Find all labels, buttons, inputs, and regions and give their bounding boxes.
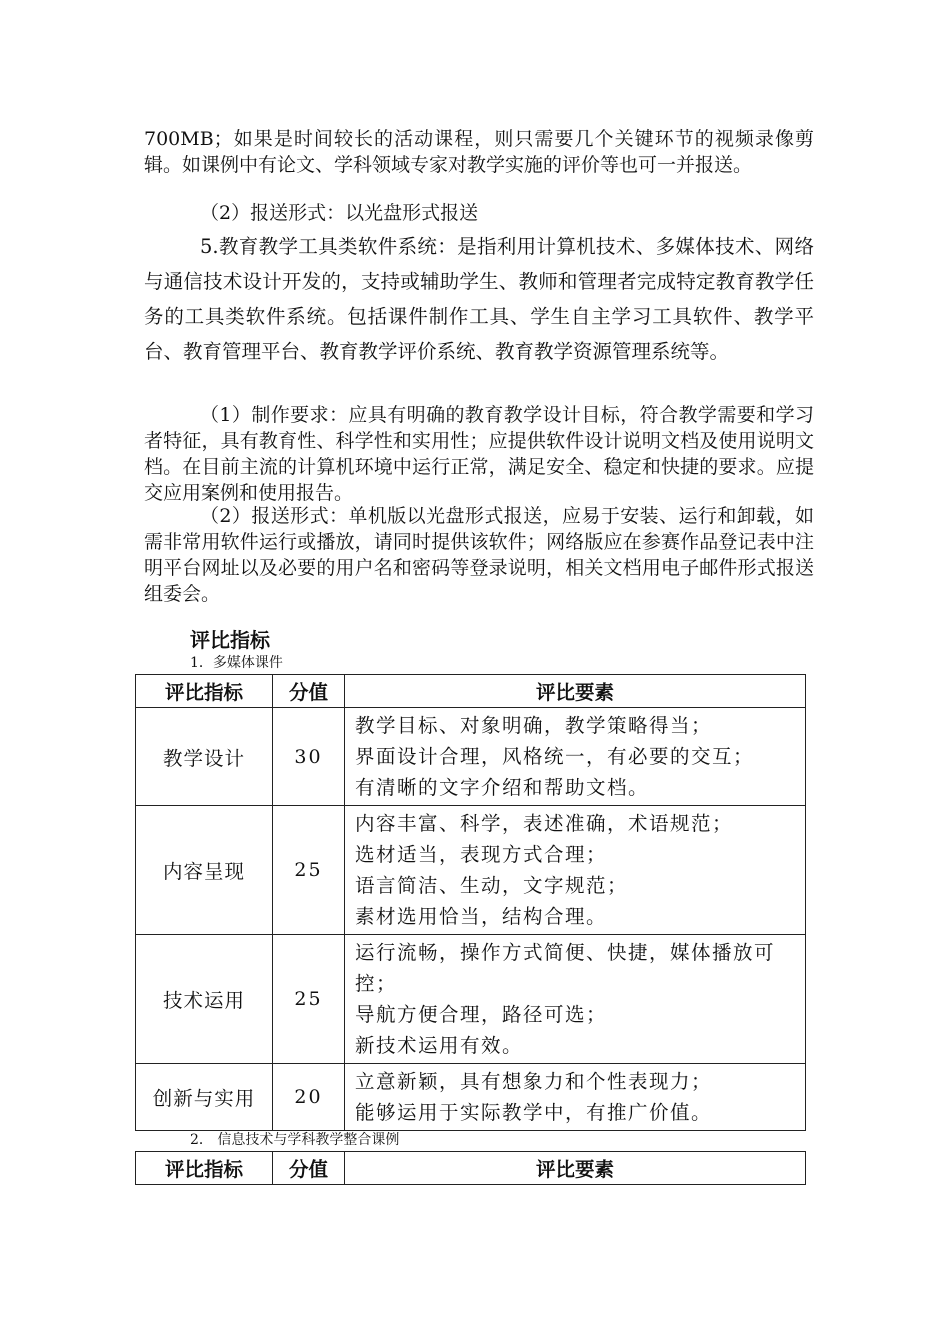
element-line: 语言简洁、生动，文字规范；: [355, 874, 629, 897]
intro-paragraph: 700MB；如果是时间较长的活动课程，则只需要几个关键环节的视频录像剪辑。如课例中有论文、学科领域专家对教学实施的评价等也可一并报送。: [144, 128, 814, 176]
criteria-score: 25: [273, 806, 345, 935]
table2-title: 2． 信息技术与学科教学整合课例: [190, 1132, 400, 1148]
section-5-paragraph: 5.教育教学工具类软件系统：是指利用计算机技术、多媒体技术、网络与通信技术设计开发的，支持或辅助学生、教师和管理者完成特定教育教学任务的工具类软件系统。包括课件制作工具、学生自主学习工具软件、教学平台、教育管理平台、教育教学评价系统、教育教学资源管理系统等。: [144, 235, 814, 363]
element-line: 立意新颖，具有想象力和个性表现力；: [355, 1070, 713, 1093]
element-line: 能够运用于实际教学中，有推广价值。: [355, 1101, 713, 1124]
criteria-elements: [345, 1064, 806, 1131]
table-header-row: [136, 1152, 806, 1185]
element-line: 界面设计合理，风格统一，有必要的交互；: [355, 745, 755, 768]
criteria-table-integration: [135, 1151, 806, 1185]
header-score: 分值: [273, 1152, 345, 1185]
criteria-score: 20: [273, 1064, 345, 1131]
header-elements: 评比要素: [345, 1152, 806, 1185]
element-line: 教学目标、对象明确，教学策略得当；: [355, 714, 713, 737]
header-elements: 评比要素: [345, 675, 806, 708]
table1-title: 1．多媒体课件: [190, 655, 283, 671]
element-line: 运行流畅，操作方式简便、快捷，媒体播放可控；: [355, 941, 776, 995]
criteria-elements: [345, 935, 806, 1064]
criteria-name: 创新与实用: [136, 1064, 273, 1131]
table-row: [136, 806, 806, 935]
table-row: [136, 1064, 806, 1131]
criteria-name: 内容呈现: [136, 806, 273, 935]
header-criteria: 评比指标: [136, 1152, 273, 1185]
criteria-heading: 评比指标: [190, 628, 270, 652]
element-line: 导航方便合理，路径可选；: [355, 1003, 608, 1026]
section-5-submit-form: （2）报送形式：单机版以光盘形式报送，应易于安装、运行和卸载，如需非常用软件运行或播放，请同时提供该软件；网络版应在参赛作品登记表中注明平台网址以及必要的用户名和密码等登录说明，相关文档用电子邮件形式报送组委会。: [144, 505, 814, 605]
criteria-name: 技术运用: [136, 935, 273, 1064]
header-score: 分值: [273, 675, 345, 708]
submit-form-item: （2）报送形式：以光盘形式报送: [200, 202, 479, 224]
element-line: 有清晰的文字介绍和帮助文档。: [355, 776, 650, 799]
table-row: [136, 935, 806, 1064]
section-5-requirements: （1）制作要求：应具有明确的教育教学设计目标，符合教学需要和学习者特征，具有教育性、科学性和实用性；应提供软件设计说明文档及使用说明文档。在目前主流的计算机环境中运行正常，满足安全、稳定和快捷的要求。应提交应用案例和使用报告。: [144, 404, 814, 504]
header-criteria: 评比指标: [136, 675, 273, 708]
criteria-elements: [345, 806, 806, 935]
criteria-elements: [345, 708, 806, 806]
element-line: 素材选用恰当，结构合理。: [355, 905, 608, 928]
element-line: 新技术运用有效。: [355, 1034, 524, 1057]
table-row: [136, 708, 806, 806]
criteria-score: 30: [273, 708, 345, 806]
element-line: 选材适当，表现方式合理；: [355, 843, 608, 866]
criteria-name: 教学设计: [136, 708, 273, 806]
criteria-table-multimedia: [135, 674, 806, 1131]
element-line: 内容丰富、科学，表述准确，术语规范；: [355, 812, 734, 835]
table-header-row: [136, 675, 806, 708]
criteria-score: 25: [273, 935, 345, 1064]
